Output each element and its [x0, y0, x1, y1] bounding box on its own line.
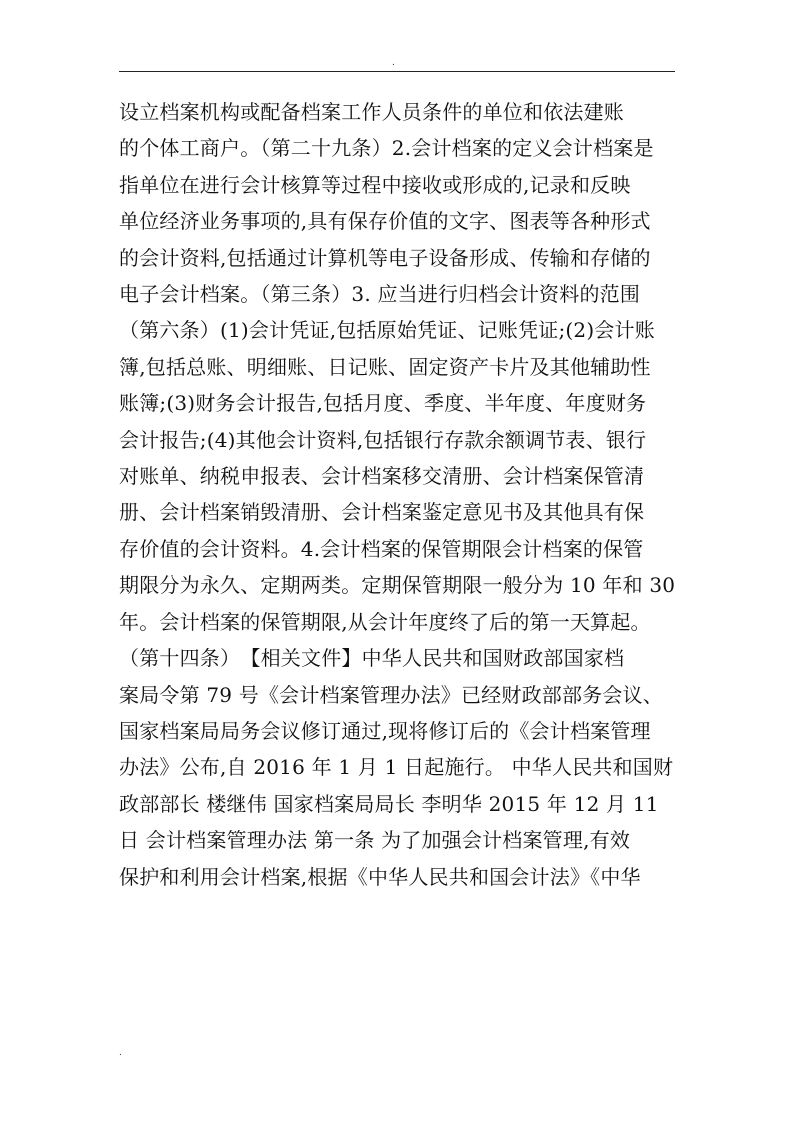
footer-mark: . [119, 1048, 122, 1058]
text-line: 期限分为永久、定期两类。定期保管期限一般分为 10 年和 30 [119, 573, 676, 598]
text-line: 会计报告;(4)其他会计资料,包括银行存款余额调节表、银行 [119, 427, 647, 452]
text-line: 电子会计档案。（第三条）3. 应当进行归档会计资料的范围 [119, 282, 641, 307]
header-mark: . [392, 58, 395, 68]
text-line: 单位经济业务事项的,具有保存价值的文字、图表等各种形式 [119, 209, 651, 234]
text-line: 国家档案局局务会议修订通过,现将修订后的《会计档案管理 [119, 718, 651, 743]
text-line: 簿,包括总账、明细账、日记账、固定资产卡片及其他辅助性 [119, 354, 651, 379]
text-line: （第六条）(1)会计凭证,包括原始凭证、记账凭证;(2)会计账 [119, 318, 655, 343]
text-line: 账簿;(3)财务会计报告,包括月度、季度、半年度、年度财务 [119, 391, 647, 416]
text-line: 日 会计档案管理办法 第一条 为了加强会计档案管理,有效 [119, 828, 631, 853]
header-divider [119, 71, 675, 72]
document-body [119, 94, 699, 895]
text-line: 保护和利用会计档案,根据《中华人民共和国会计法》《中华 [119, 864, 641, 889]
text-line: 设立档案机构或配备档案工作人员条件的单位和依法建账 [119, 100, 624, 124]
text-line: 对账单、纳税申报表、会计档案移交清册、会计档案保管清 [119, 464, 645, 489]
text-line: 政部部长 楼继伟 国家档案局局长 李明华 2015 年 12 月 11 [119, 791, 659, 816]
text-line: 办法》公布,自 2016 年 1 月 1 日起施行。 中华人民共和国财 [119, 755, 674, 780]
text-line: 案局令第 79 号《会计档案管理办法》已经财政部部务会议、 [119, 682, 663, 707]
text-line: 册、会计档案销毁清册、会计档案鉴定意见书及其他具有保 [119, 500, 645, 525]
text-line: 的个体工商户。（第二十九条）2.会计档案的定义会计档案是 [119, 136, 654, 161]
text-line: （第十四条） 【相关文件】中华人民共和国财政部国家档 [119, 646, 625, 671]
text-line: 年。会计档案的保管期限,从会计年度终了后的第一天算起。 [119, 609, 651, 634]
text-line: 的会计资料,包括通过计算机等电子设备形成、传输和存储的 [119, 245, 651, 270]
text-line: 指单位在进行会计核算等过程中接收或形成的,记录和反映 [119, 172, 631, 197]
text-line: 存价值的会计资料。4.会计档案的保管期限会计档案的保管 [119, 536, 644, 561]
